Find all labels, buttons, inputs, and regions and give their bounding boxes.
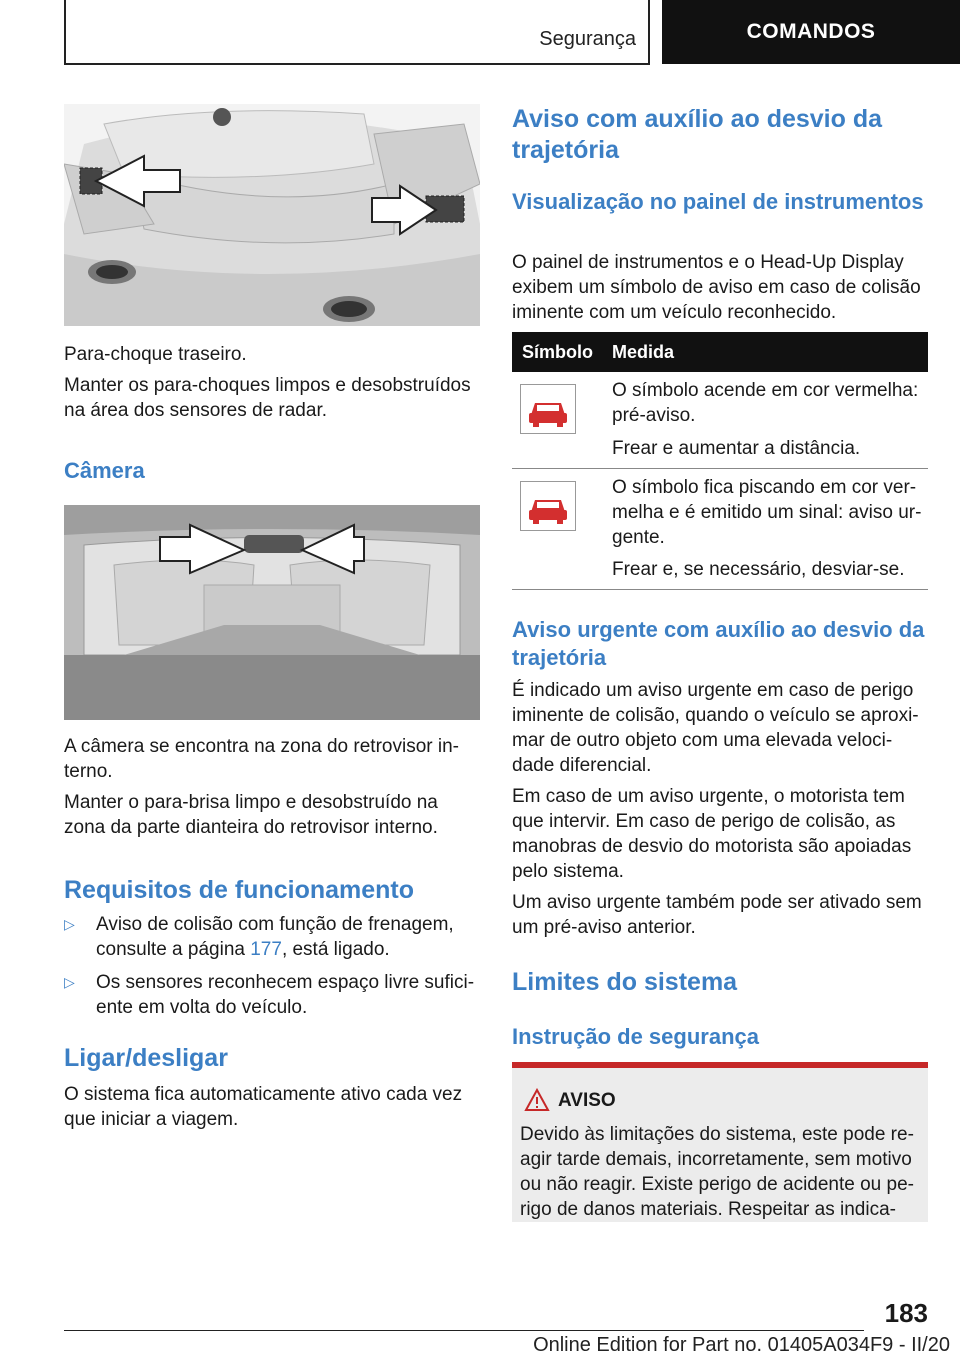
urgent-paragraph-1: É indicado um aviso urgente em caso de perigo iminente de colisão, quando o veículo se aproxi-mar de outro objeto com uma elevada veloci-dade diferencial.: [512, 680, 919, 776]
table-row: [512, 372, 928, 469]
bullet-item: [64, 970, 480, 1020]
car-symbol-icon: [521, 385, 575, 433]
onoff-heading: Ligar/desligar: [64, 1044, 228, 1072]
car-symbol-icon: [521, 482, 575, 530]
urgent-heading: Aviso urgente com auxílio ao desvio da trajetória: [512, 617, 925, 670]
bullet-triangle-icon: ▷: [64, 974, 75, 990]
urgent-paragraph-3: Um aviso urgente também pode ser ativado sem um pré-aviso anterior.: [512, 892, 922, 938]
column-measure: Medida: [612, 342, 675, 362]
page-number: 183: [884, 1298, 928, 1328]
warning-title: AVISO: [558, 1090, 616, 1111]
onoff-text: O sistema fica automaticamente ativo cada vez que iniciar a viagem.: [64, 1084, 463, 1130]
urgent-paragraph-2: Em caso de um aviso urgente, o motorista tem que intervir. Em caso de perigo de colisão, as manobras de desvio do motorista são apoiadas pelo sistema.: [512, 786, 912, 882]
fig2-text1: A câmera se encontra na zona do retrovisor in-terno.: [64, 736, 459, 782]
header-section-title: Segurança: [539, 28, 636, 50]
table-row: [512, 469, 928, 590]
bullet-item: [64, 912, 480, 962]
bullet1-text-end: , está ligado.: [281, 939, 390, 960]
footer-edition: Online Edition for Part no. 01405A034F9 - II/20: [533, 1334, 950, 1356]
fig1-text: Manter os para-choques limpos e desobstruídos na área dos sensores de radar.: [64, 375, 471, 421]
row1-line1: O símbolo acende em cor vermelha: pré-aviso.: [612, 380, 919, 426]
row1-line2: Frear e aumentar a distância.: [612, 438, 861, 459]
fig2-text2: Manter o para-brisa limpo e desobstruído na zona da parte dianteira do retrovisor interno.: [64, 792, 438, 838]
header-chapter-tab: COMANDOS: [662, 0, 960, 64]
header-bottom-rule: [64, 63, 650, 65]
bullet2-text: Os sensores reconhecem espaço livre sufici-ente em volta do veículo.: [96, 972, 475, 1018]
requirements-heading: Requisitos de funcionamento: [64, 876, 415, 904]
safety-heading: Instrução de segurança: [512, 1024, 759, 1049]
sub-heading: Visualização no painel de instrumentos: [512, 189, 924, 214]
bullet1-text: Aviso de colisão com função de frenagem, consulte a página: [96, 914, 454, 960]
row2-line1: O símbolo fica piscando em cor ver-melha e é emitido um sinal: aviso ur-gente.: [612, 477, 922, 548]
warning-text: Devido às limitações do sistema, este pode re-agir tarde demais, incorretamente, sem motivo ou não reagir. Existe perigo de acidente ou pe-rigo de danos materiais. Respeitar as indica-: [520, 1124, 914, 1220]
bullet-triangle-icon: ▷: [64, 916, 75, 932]
header-left-rule: [64, 0, 66, 64]
rear-bumper-figure: [64, 104, 480, 326]
bullet-text: [96, 912, 480, 962]
main-heading: Aviso com auxílio ao desvio da trajetória: [512, 105, 883, 164]
table-header: [512, 332, 928, 372]
rear-bumper-illustration: [64, 104, 480, 326]
column-symbol: Símbolo: [522, 342, 593, 362]
limits-heading: Limites do sistema: [512, 968, 738, 996]
camera-figure: [64, 505, 480, 720]
row2-line2: Frear e, se necessário, desviar-se.: [612, 559, 905, 580]
warning-triangle-icon: [524, 1088, 550, 1117]
fig1-caption: Para-choque traseiro.: [64, 344, 247, 365]
intro-text: O painel de instrumentos e o Head-Up Display exibem um símbolo de aviso em caso de colisão iminente com um veículo reconhecido.: [512, 252, 921, 323]
page-link[interactable]: 177: [250, 939, 282, 960]
red-car-warning-icon: [520, 384, 576, 434]
red-car-warning-icon: [520, 481, 576, 531]
warning-top-bar: [512, 1062, 928, 1068]
footer-rule: [64, 1330, 864, 1331]
warning-box: [512, 1062, 928, 1222]
header-divider: [648, 0, 650, 64]
camera-heading: Câmera: [64, 458, 145, 483]
interior-mirror-illustration: [64, 505, 480, 720]
